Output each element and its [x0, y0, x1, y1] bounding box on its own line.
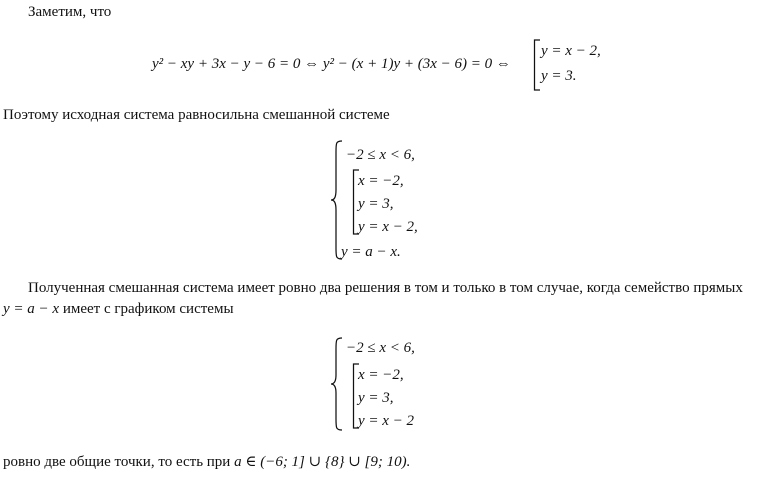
answer-paragraph — [3, 453, 410, 471]
family-line-math: y = a − x — [3, 301, 60, 317]
paragraph-equivalent-system: Поэтому исходная система равносильна смешанной системе — [3, 107, 390, 123]
system1-case-line: y = x − 2, — [358, 219, 418, 235]
system1-case-x: x = −2, — [358, 173, 404, 189]
case-1: y = x − 2, — [541, 43, 601, 59]
left-bracket-1 — [533, 39, 541, 91]
paragraph-condition: Полученная смешанная система имеет ровно два решения в том и только в том случае, когда семейство прямых — [28, 280, 743, 296]
system2-domain: −2 ≤ x < 6, — [346, 340, 415, 356]
system1-case-y3: y = 3, — [358, 196, 394, 212]
intro-text: Заметим, что — [28, 4, 112, 20]
equation-main: y² − xy + 3x − y − 6 = 0 ⇔ y² − (x + 1)y + (3x − 6) = 0 ⇔ — [152, 56, 511, 72]
answer-text: ровно две общие точки, то есть при — [3, 454, 235, 470]
left-brace-1 — [330, 140, 344, 260]
system2-case-y3: y = 3, — [358, 390, 394, 406]
case-2: y = 3. — [541, 68, 577, 84]
system1-domain: −2 ≤ x < 6, — [346, 147, 415, 163]
family-line-text: имеет с графиком системы — [59, 301, 234, 317]
system2-case-line: y = x − 2 — [358, 413, 415, 429]
left-brace-2 — [330, 337, 344, 431]
paragraph-condition-line2 — [3, 300, 234, 318]
system2-case-x: x = −2, — [358, 367, 404, 383]
system1-family: y = a − x. — [341, 244, 401, 260]
answer-math: a ∈ (−6; 1] ∪ {8} ∪ [9; 10). — [234, 454, 411, 470]
